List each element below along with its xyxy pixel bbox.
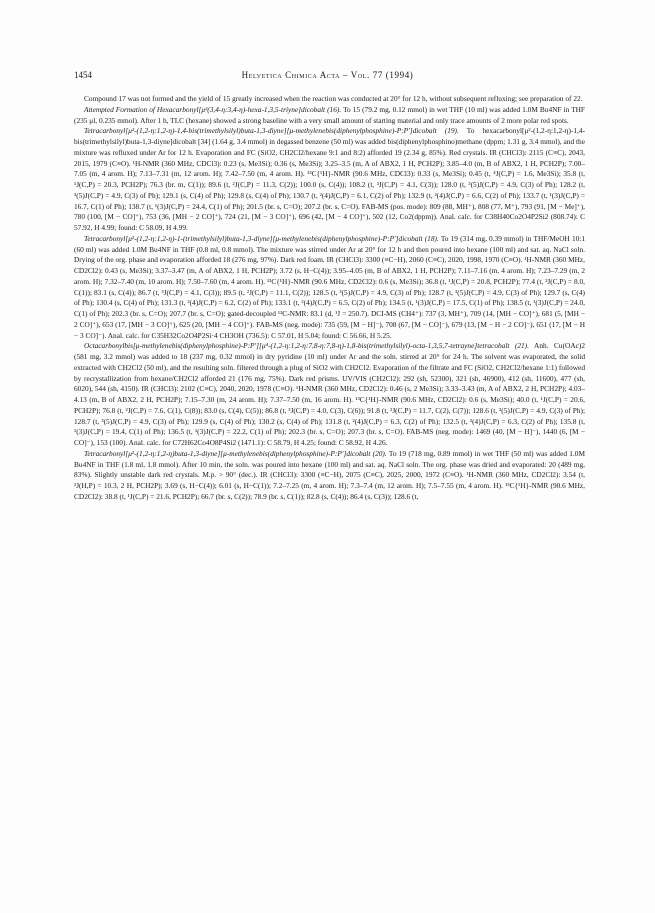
paragraph-compound-18 (74, 234, 585, 342)
paragraph-title: Tetracarbonyl[μ²-(1,2-η:1,2-η)-1,4-bis(trimethylsilyl)buta-1,3-diyne][μ-methylenebis(diphenylphosphine)-P:P′]dicobalt (19). (84, 126, 459, 136)
journal-title: Helvetica Chimica Acta – Vol. 77 (1994) (241, 70, 414, 80)
paragraph-compound-20 (74, 449, 585, 503)
paragraph-text: To hexacarbonyl[μ²-(1,2-η:1,2-η)-1,4-bis(trimethylsilyl)buta-1,3-diyne]dicobalt [34] (1.64 g, 3.4 mmol) in degassed benzene (50 ml) was added bis(diphenylphosphino)methane (dppm; 1.31 g, 3.4 mmol), and the mixture was refluxed under Ar for 12 h. Evaporation and FC (SiO2, CH2Cl2/hexane 9:1 and 8:2) afforded 19 (2.34 g, 85%). Red crystals. IR (CHCl3): 2115 (C≡C), 2043, 2015, 1979 (C≡O). ¹H-NMR (360 MHz, CDCl3): 0.23 (s, Me3Si); 0.36 (s, Me3Si); 3.25–3.5 (m, A of ABX2, 1 H, PCH2P); 3.85–4.0 (m, B of ABX2, 1 H, PCH2P); 7.00–7.05 (m, 4 arom. H); 7.13–7.31 (m, 12 arom. H); 7.42–7.50 (m, 4 arom. H). ¹³C{¹H}-NMR (90.6 MHz, CDCl3): 0.33 (s, Me3Si); 0.45 (t, ⁴J(C,P) = 1.6, Me3Si); 35.8 (t, ¹J(C,P) = 20.3, PCH2P); 76.3 (br. m, C(1)); 89.6 (t, ²J(C,P) = 11.3, C(2)); 100.0 (s, C(4)); 108.2 (t, ³J(C,P) = 4.1, C(3)); 128.0 (t, ³(5)J(C,P) = 4.9, C(3) of Ph); 128.2 (t, ³(5)J(C,P) = 4.9, C(3) of Ph); 129.1 (s, C(4) of Ph); 129.8 (s, C(4) of Ph); 130.7 (t, ²(4)J(C,P) = 6.1, C(2) of Ph); 132.9 (t, ²(4)J(C,P) = 6.6, C(2) of Ph); 133.7 (t, ¹(3)J(C,P) = 16.7, C(1) of Ph); 138.7 (t, ¹(3)J(C,P) = 24.4, C(1) of Ph); 201.5 (br. s, C=O); 207.2 (br. s, C=O). FAB-MS (pos. mode): 809 (88, MH⁺), 808 (77, M⁺), 793 (91, [M − Me]⁺), 780 (100, [M − CO]⁺), 753 (36, [MH − 2 CO]⁺), 724 (21, [M − 3 CO]⁺), 696 (42, [M − 4 CO]⁺), 502 (12, Co2(dppm)). Anal. calc. for C38H40Co2O4P2Si2 (808.74): C 57.92, H 4.99; found: C 58.09, H 4.99. (74, 126, 585, 232)
paragraph-title: Octacarbonylbis[μ-methylenebis(diphenylphosphine)-P:P′][μ⁴-(1,2-η:1,2-η:7,8-η:7,8-η)-1,8-bis(trimethylsilyl)-octa-1,3,5,7-tetrayne]tetracobalt (21). (84, 341, 529, 351)
paragraph-text: To 15 (79.2 mg, 0.12 mmol) in wet THF (10 ml) was added 1.0M Bu4NF in THF (235 μl, 0.235 mmol). After 1 h, TLC (hexane) showed a strong baseline with a very small amount of starting material and only trace amounts of 2 more polar red spots. (74, 104, 585, 125)
paragraph-text: To 19 (314 mg, 0.39 mmol) in THF/MeOH 10:1 (60 ml) was added 1.0M Bu4NF in THF (0.8 ml, 0.8 mmol). The mixture was stirred under Ar at 20° for 12 h and then poured into hexane (100 ml) and sat. aq. NaCl soln. Drying of the org. phase and evaporation afforded 18 (276 mg, 97%). Dark red foam. IR (CHCl3): 3300 (≡C−H), 2060 (C≡C), 2020, 1998, 1970 (C≡O). ¹H-NMR (360 MHz, CD2Cl2): 0.43 (s, Me3Si); 3.37–3.47 (m, A of ABX2, 1 H, PCH2P); 3.72 (s, H−C(4)); 3.95–4.05 (m, B of ABX2, 1 H, PCH2P); 7.11–7.16 (m, 4 arom. H); 7.23–7.29 (m, 2 arom. H); 7.32–7.40 (m, 10 arom. H); 7.50–7.60 (m, 4 arom. H). ¹³C{¹H}-NMR (90.6 MHz, CD2Cl2): 0.6 (s, Me3Si); 36.8 (t, ¹J(C,P) = 20.8, PCH2P); 77.4 (t, ²J(C,P) = 8.0, C(1)); 83.1 (s, C(4)); 86.7 (t, ³J(C,P) = 4.1, C(3)); 89.5 (t, ²J(C,P) = 11.1, C(2)); 128.5 (t, ³(5)J(C,P) = 4.9, C(3) of Ph); 128.7 (t, ³(5)J(C,P) = 4.9, C(3) of Ph); 129.7 (s, C(4) of Ph); 130.4 (s, C(4) of Ph); 131.3 (t, ²(4)J(C,P) = 6.2, C(2) of Ph); 133.1 (t, ²(4)J(C,P) = 6.5, C(2) of Ph); 134.5 (t, ¹(3)J(C,P) = 17.5, C(1) of Ph); 138.5 (t, ¹(3)J(C,P) = 24.0, C(1) of Ph); 202.3 (br. s, C=O); 207.7 (br. s, C=O); gated-decoupled ¹³C-NMR: 83.1 (d, ¹J = 250.7). DCI-MS (CH4⁺): 737 (3, MH⁺), 709 (14, [MH − CO]⁺), 681 (5, [MH − 2 CO]⁺), 653 (17, [MH − 3 CO]⁺), 625 (20, [MH − 4 CO]⁺). FAB-MS (neg. mode): 735 (59, [M − H]⁻), 708 (67, [M − CO]⁻), 679 (13, [M − H − 2 CO]⁻), 651 (17, [M − H − 3 CO]⁻). Anal. calc. for C35H32Co2O4P2Si·4 CH3OH (736.5): C 57.01, H 5.04; found: C 56.66, H 5.25. (74, 233, 585, 340)
paragraph-compound-19 (74, 126, 585, 234)
paragraph-title: Tetracarbonyl[μ²-(1,2-η:1,2-η)buta-1,3-diyne][μ-methylenebis(diphenylphosphine)-P:P′]dicobalt (20). (84, 448, 387, 458)
paragraph-compound-16 (74, 105, 585, 127)
paragraph-title: Attempted Formation of Hexacarbonyl[μ²(3,4-η:3,4-η)-hexa-1,3,5-triyne]dicobalt (16). (84, 104, 342, 114)
paragraph-text: Anh. Cu(OAc)2 (581 mg, 3.2 mmol) was added to 18 (237 mg, 0.32 mmol) in dry pyridine (10 ml) under Ar and the soln. stirred at 20° for 24 h. The solvent was evaporated, the solid extracted with CH2Cl2 (50 ml), and the resulting soln. filtered through a plug of SiO2 with CH2Cl2. Evaporation of the filtrate and FC (SiO2, CH2Cl2/hexane 1:1) followed by recrystallization from hexane/CH2Cl2 afforded 21 (176 mg, 75%). Dark red prisms. UV/VIS (CH2Cl2): 292 (sh, 52300), 321 (sh, 46900), 412 (sh, 11600), 477 (sh, 6020), 544 (sh, 4150). IR (CHCl3): 2102 (C≡C), 2040, 2020, 1978 (C≡O). ¹H-NMR (360 MHz, CD2Cl2): 0.46 (s, 2 Me3Si); 3.33–3.43 (m, A of ABX2, 2 H, PCH2P); 4.03–4.13 (m, B of ABX2, 2 H, PCH2P); 7.15–7.30 (m, 24 arom. H); 7.37–7.50 (m, 16 arom. H). ¹³C{¹H}-NMR (90.6 MHz, CD2Cl2): 0.6 (s, Me3Si); 40.0 (t, ¹J(C,P) = 20.6, PCH2P); 76.8 (t, ²J(C,P) = 7.6, C(1), C(8)); 83.0 (s, C(4), C(5)); 86.8 (t, ³J(C,P) = 4.0, C(3), C(6)); 91.8 (t, ²J(C,P) = 11.7, C(2), C(7)); 128.6 (t, ³(5)J(C,P) = 4.9, C(3) of Ph); 128.7 (t, ³(5)J(C,P) = 4.9, C(3) of Ph); 129.9 (s, C(4) of Ph); 130.2 (s, C(4) of Ph); 131.8 (t, ²(4)J(C,P) = 6.3, C(2) of Ph); 132.5 (t, ²(4)J(C,P) = 6.3, C(2) of Ph); 135.8 (t, ¹(3)J(C,P) = 19.4, C(1) of Ph); 136.5 (t, ¹(3)J(C,P) = 22.2, C(1) of Ph); 202.3 (br. s, C=O); 207.3 (br. s, C=O). FAB-MS (neg. mode): 1469 (40, [M − H]⁻), 1440 (6, [M − CO]⁻), 153 (100). Anal. calc. for C72H62Co4O8P4Si2 (1471.1): C 58.79, H 4.25; found: C 58.92, H 4.26. (74, 341, 585, 447)
paragraph-text: To 19 (718 mg, 0.89 mmol) in wet THF (50 ml) was added 1.0M Bu4NF in THF (1.8 ml, 1.8 mmol). After 10 min, the soln. was poured into hexane (100 ml) and sat. aq. NaCl soln. The org. phase was dried and evaporated: 20 (489 mg, 83%). Slightly unstable dark red crystals. M.p. > 90° (dec.). IR (CHCl3): 3300 (≡C−H), 2075 (C≡C), 2025, 2000, 1972 (C≡O). ¹H-NMR (360 MHz, CD2Cl2): 3.54 (t, ²J(H,P) = 10.3, 2 H, PCH2P); 3.69 (s, H−C(4)); 6.01 (s, H−C(1)); 7.2–7.25 (m, 4 arom. H); 7.3–7.4 (m, 12 arom. H); 7.5–7.55 (m, 4 arom. H). ¹³C{¹H}-NMR (90.6 MHz, CD2Cl2): 38.8 (t, ¹J(C,P) = 21.6, PCH2P); 66.7 (br. s, C(2)); 78.9 (br. s, C(1)); 82.8 (s, C(4)); 86.4 (s, C(3)); 128.6 (t, (74, 448, 585, 501)
article-body (74, 94, 585, 865)
paragraph-title: Tetracarbonyl[μ²-(1,2-η:1,2-η)-1-(trimethylsilyl)buta-1,3-diyne][μ-methylenebis(diphenylphosphine)-P:P′]dicobalt (18). (84, 233, 439, 243)
running-header (74, 70, 585, 80)
paragraph-compound-21 (74, 341, 585, 449)
paragraph-note (74, 94, 585, 105)
page-number: 1454 (74, 70, 92, 80)
paragraph-text: Compound 17 was not formed and the yield of 15 greatly increased when the reaction was conducted at 20° for 12 h, without subsequent refluxing; see preparation of 22. (84, 94, 583, 103)
